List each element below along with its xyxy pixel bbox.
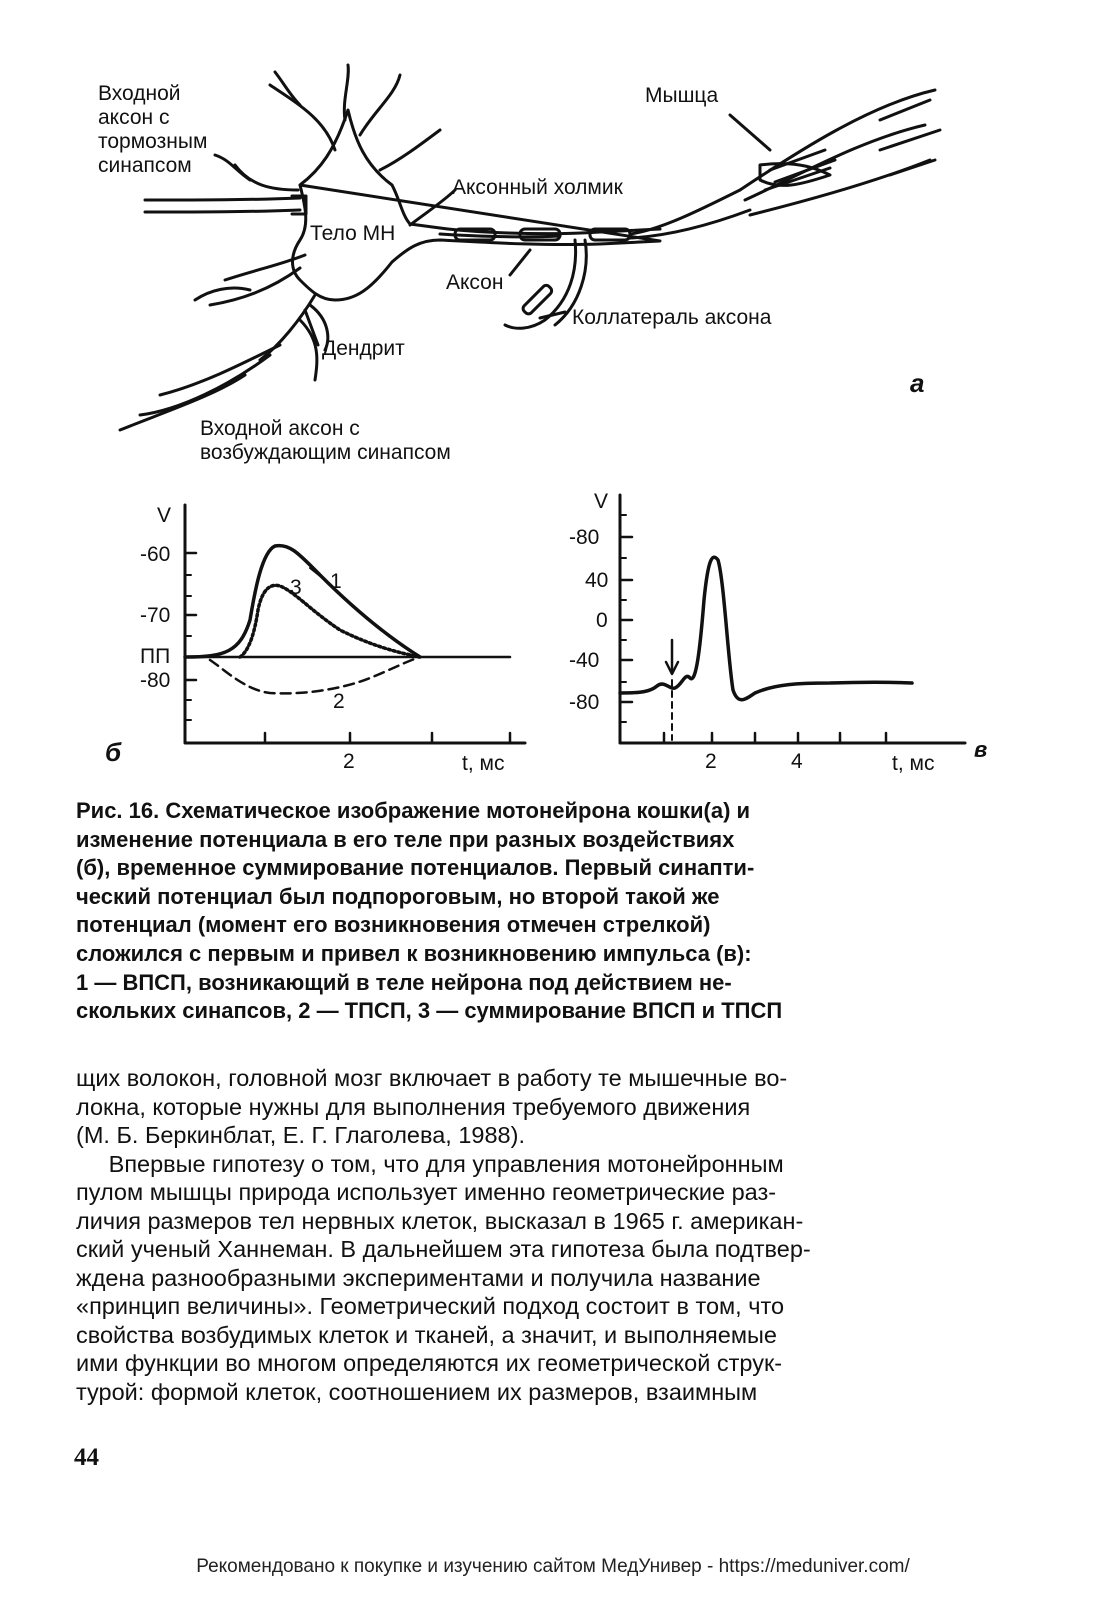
panel-c-y-tick: 0 bbox=[596, 609, 608, 632]
panel-b-y-tick: -70 bbox=[140, 604, 171, 627]
caption-line: потенциал (момент его возникновения отмечен стрелкой) bbox=[76, 912, 711, 938]
body-line: ский ученый Ханнеман. В дальнейшем эта гипотеза была подтвер- bbox=[76, 1236, 811, 1262]
body-line: (М. Б. Беркинблат, Е. Г. Глаголева, 1988). bbox=[76, 1122, 525, 1148]
caption-line: сложился с первым и привел к возникновению импульса (в): bbox=[76, 940, 752, 966]
body-line: пулом мышцы природа использует именно геометрические раз- bbox=[76, 1179, 777, 1205]
panel-c-y-tick: -80 bbox=[569, 691, 600, 714]
figure-caption bbox=[76, 797, 1006, 1026]
label-muscle: Мышца bbox=[645, 84, 719, 107]
panel-b-x-tick: 2 bbox=[343, 750, 355, 773]
label-dendrite: Дендрит bbox=[322, 337, 405, 360]
panel-c-x-tick: 4 bbox=[791, 750, 803, 773]
caption-line: 1 — ВПСП, возникающий в теле нейрона под действием не- bbox=[76, 969, 732, 995]
label-input-inhibitory: Входной аксон с тормозным синапсом bbox=[98, 82, 208, 177]
panel-letter-a: а bbox=[910, 368, 925, 398]
body-line: турой: формой клеток, соотношением их размеров, взаимным bbox=[76, 1378, 758, 1405]
body-line: локна, которые нужны для выполнения требуемого движения bbox=[76, 1093, 751, 1120]
body-line: ждена разнообразными экспериментами и получила название bbox=[76, 1264, 761, 1291]
panel-c-y-tick: -40 bbox=[569, 649, 600, 672]
panel-b-x-axis-label: t, мс bbox=[462, 752, 505, 775]
panel-c-y-axis-label: V bbox=[594, 490, 609, 513]
label-axon-collateral: Коллатераль аксона bbox=[572, 306, 772, 329]
caption-line: ческий потенциал был подпороговым, но второй такой же bbox=[76, 883, 720, 909]
panel-c-x-axis-label: t, мс bbox=[892, 752, 935, 775]
panel-b-y-axis-label: V bbox=[157, 504, 172, 527]
body-line: личия размеров тел нервных клеток, высказал в 1965 г. американ- bbox=[76, 1207, 804, 1234]
page-number: 44 bbox=[74, 1444, 99, 1471]
panel-b-y-tick: ПП bbox=[140, 645, 171, 668]
label-input-excitatory: Входной аксон с возбуждающим синапсом bbox=[200, 417, 451, 464]
label-axon-hillock: Аксонный холмик bbox=[452, 176, 623, 199]
panel-letter-b: б bbox=[105, 737, 122, 767]
panel-c-y-tick: -80 bbox=[569, 526, 600, 549]
caption-line: изменение потенциала в его теле при разных воздействиях bbox=[76, 826, 735, 852]
panel-b-curve-label-2: 2 bbox=[333, 690, 345, 713]
panel-b-y-tick: -60 bbox=[140, 543, 171, 566]
panel-letter-c: в bbox=[974, 737, 988, 762]
footer-watermark: Рекомендовано к покупке и изучению сайтом МедУнивер - https://meduniver.com/ bbox=[196, 1556, 910, 1577]
label-soma: Тело МН bbox=[310, 222, 396, 245]
panel-b-y-tick: -80 bbox=[140, 669, 171, 692]
body-line: ими функции во многом определяются их геометрической струк- bbox=[76, 1350, 783, 1376]
panel-b-curve-label-3: 3 bbox=[290, 576, 302, 599]
body-text bbox=[76, 1064, 1006, 1406]
caption-line: Рис. 16. Схематическое изображение мотонейрона кошки(а) и bbox=[76, 798, 751, 823]
body-line: щих волокон, головной мозг включает в работу те мышечные во- bbox=[76, 1065, 788, 1091]
caption-line: скольких синапсов, 2 — ТПСП, 3 — суммирование ВПСП и ТПСП bbox=[76, 998, 783, 1024]
body-line: свойства возбудимых клеток и тканей, а значит, и выполняемые bbox=[76, 1321, 777, 1348]
panel-c-y-tick: 40 bbox=[585, 569, 609, 592]
body-line: «принцип величины». Геометрический подход состоит в том, что bbox=[76, 1293, 785, 1319]
panel-c-x-tick: 2 bbox=[705, 750, 717, 773]
body-line: Впервые гипотезу о том, что для управления мотонейронным bbox=[76, 1150, 784, 1177]
caption-line: (б), временное суммирование потенциалов. Первый синапти- bbox=[76, 855, 755, 881]
label-axon: Аксон bbox=[446, 271, 504, 294]
panel-b-curve-label-1: 1 bbox=[330, 570, 342, 593]
